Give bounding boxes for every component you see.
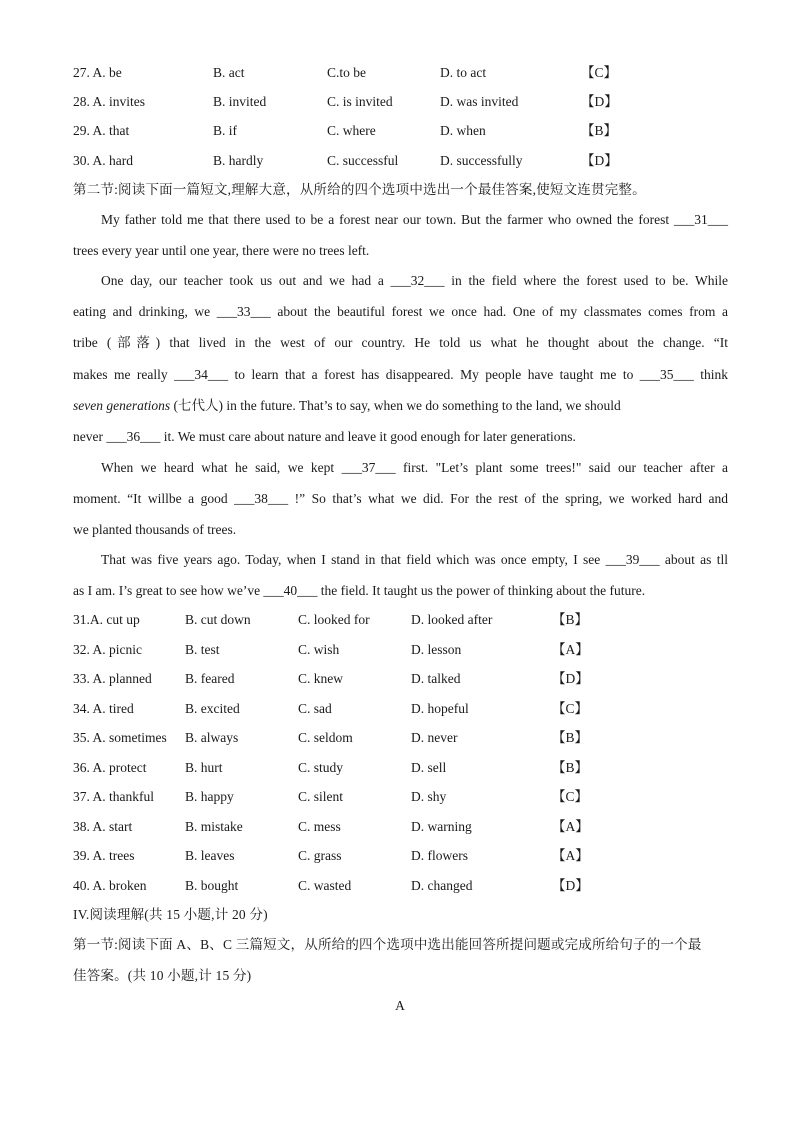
option-b: B. act [213, 65, 245, 80]
passage-line [73, 396, 728, 416]
option-b: B. always [185, 730, 239, 745]
option-d: D. shy [411, 789, 447, 804]
option-a: 38. A. start [73, 819, 133, 834]
passage-line: eating and drinking, we ___33___ about the beautiful forest we once had. One of my classmates comes from a [73, 304, 728, 319]
option-d: D. to act [440, 65, 487, 80]
option-d: D. talked [411, 671, 461, 686]
option-c: C. where [327, 123, 376, 138]
passage-label: A [395, 998, 405, 1013]
option-d: D. when [440, 123, 486, 138]
option-b: B. invited [213, 94, 267, 109]
option-b: B. bought [185, 878, 239, 893]
answer-key: 【D】 [581, 153, 618, 168]
answer-key: 【B】 [552, 612, 589, 627]
passage-line: trees every year until one year, there were no trees left. [73, 243, 370, 258]
option-a: 27. A. be [73, 65, 122, 80]
option-d: D. sell [411, 760, 447, 775]
option-b: B. hurt [185, 760, 223, 775]
option-c: C. knew [298, 671, 343, 686]
answer-key: 【D】 [581, 94, 618, 109]
option-c: C. seldom [298, 730, 353, 745]
answer-key: 【C】 [552, 701, 589, 716]
option-d: D. never [411, 730, 458, 745]
option-b: B. happy [185, 789, 234, 804]
option-a: 34. A. tired [73, 701, 134, 716]
option-c: C. silent [298, 789, 344, 804]
option-b: B. feared [185, 671, 235, 686]
answer-key: 【C】 [552, 789, 589, 804]
option-b: B. hardly [213, 153, 264, 168]
option-b: B. if [213, 123, 238, 138]
answer-key: 【D】 [552, 671, 589, 686]
passage-text: (七代人) in the future. That’s to say, when we do something to the land, we should [170, 398, 621, 413]
option-d: D. was invited [440, 94, 519, 109]
option-a: 30. A. hard [73, 153, 133, 168]
option-d: D. hopeful [411, 701, 469, 716]
option-b: B. cut down [185, 612, 251, 627]
option-d: D. successfully [440, 153, 523, 168]
passage-line: When we heard what he said, we kept ___37___ first. "Let’s plant some trees!" said our teacher after a [101, 460, 728, 475]
section-instructions: 第一节:阅读下面 A、B、C 三篇短文，从所给的四个选项中选出能回答所提问题或完成所给句子的一个最 [73, 937, 702, 952]
option-a: 31.A. cut up [73, 612, 140, 627]
option-a: 35. A. sometimes [73, 730, 167, 745]
option-d: D. changed [411, 878, 473, 893]
option-d: D. lesson [411, 642, 462, 657]
option-a: 36. A. protect [73, 760, 147, 775]
answer-key: 【B】 [552, 730, 589, 745]
option-c: C. successful [327, 153, 399, 168]
passage-line: My father told me that there used to be a forest near our town. But the farmer who owned the forest ___31___ [101, 212, 728, 227]
option-b: B. test [185, 642, 220, 657]
answer-key: 【A】 [552, 819, 589, 834]
answer-key: 【D】 [552, 878, 589, 893]
section-heading: 第二节:阅读下面一篇短文,理解大意，从所给的四个选项中选出一个最佳答案,使短文连贯完整。 [73, 182, 646, 197]
option-a: 39. A. trees [73, 848, 135, 863]
option-d: D. looked after [411, 612, 493, 627]
option-c: C. wish [298, 642, 340, 657]
option-a: 29. A. that [73, 123, 130, 138]
passage-line: That was five years ago. Today, when I stand in that field which was once empty, I see ___39___ about as tll [101, 552, 728, 567]
answer-key: 【A】 [552, 848, 589, 863]
option-c: C.to be [327, 65, 366, 80]
option-c: C. sad [298, 701, 332, 716]
passage-line: never ___36___ it. We must care about nature and leave it good enough for later generations. [73, 429, 576, 444]
part-heading: IV.阅读理解(共 15 小题,计 20 分) [73, 907, 268, 922]
passage-line: makes me really ___34___ to learn that a forest has disappeared. My people have taught me to ___35___ think [73, 367, 728, 382]
option-c: C. is invited [327, 94, 393, 109]
option-c: C. wasted [298, 878, 352, 893]
option-b: B. excited [185, 701, 240, 716]
passage-line: moment. “It willbe a good ___38___ !” So that’s what we did. For the rest of the spring, we worked hard and [73, 491, 728, 506]
passage-line: as I am. I’s great to see how we’ve ___40___ the field. It taught us the power of thinking about the future. [73, 583, 646, 598]
option-b: B. mistake [185, 819, 243, 834]
answer-key: 【B】 [581, 123, 618, 138]
option-a: 32. A. picnic [73, 642, 142, 657]
option-a: 40. A. broken [73, 878, 147, 893]
passage-line: we planted thousands of trees. [73, 522, 237, 537]
option-c: C. mess [298, 819, 341, 834]
passage-line: tribe (部落) that lived in the west of our country. He told us what he thought about the change. “It [73, 335, 728, 350]
answer-key: 【C】 [581, 65, 618, 80]
italic-phrase: seven generations [73, 398, 171, 413]
section-instructions: 佳答案。(共 10 小题,计 15 分) [73, 968, 252, 983]
option-d: D. warning [411, 819, 472, 834]
answer-key: 【B】 [552, 760, 589, 775]
option-c: C. study [298, 760, 344, 775]
option-a: 33. A. planned [73, 671, 152, 686]
passage-line: One day, our teacher took us out and we had a ___32___ in the field where the forest used to be. While [101, 273, 728, 288]
option-d: D. flowers [411, 848, 468, 863]
option-c: C. looked for [298, 612, 370, 627]
answer-key: 【A】 [552, 642, 589, 657]
option-a: 28. A. invites [73, 94, 146, 109]
option-c: C. grass [298, 848, 342, 863]
option-b: B. leaves [185, 848, 235, 863]
option-a: 37. A. thankful [73, 789, 154, 804]
